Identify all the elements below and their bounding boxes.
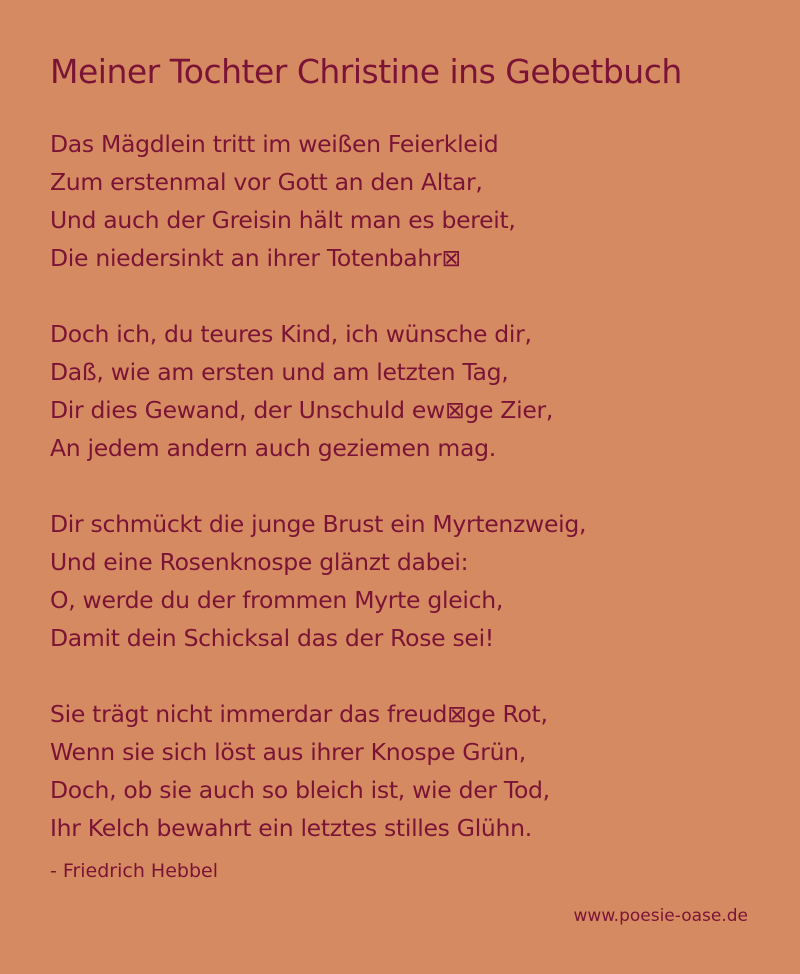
poem-line: Doch, ob sie auch so bleich ist, wie der Tod, (50, 776, 550, 804)
poem-line: Und auch der Greisin hält man es bereit, (50, 206, 516, 234)
poem-line: Doch ich, du teures Kind, ich wünsche dir, (50, 320, 532, 348)
stanza (50, 695, 586, 847)
poem-line: Die niedersinkt an ihrer Totenbahr⊠ (50, 244, 461, 272)
stanza (50, 505, 586, 657)
poem-line: Ihr Kelch bewahrt ein letztes stilles Glühn. (50, 814, 532, 842)
poem-line: Sie trägt nicht immerdar das freud⊠ge Rot, (50, 700, 548, 728)
poem-line: An jedem andern auch geziemen mag. (50, 434, 496, 462)
poem-line: Damit dein Schicksal das der Rose sei! (50, 624, 494, 652)
poem-line: O, werde du der frommen Myrte gleich, (50, 586, 504, 614)
poem-line: Zum erstenmal vor Gott an den Altar, (50, 168, 483, 196)
poem-line: Wenn sie sich löst aus ihrer Knospe Grün, (50, 738, 526, 766)
poem-line: Und eine Rosenknospe glänzt dabei: (50, 548, 469, 576)
stanza (50, 125, 586, 277)
poem-body (50, 125, 586, 885)
poem-line: Dir dies Gewand, der Unschuld ew⊠ge Zier, (50, 396, 554, 424)
poem-line: Dir schmückt die junge Brust ein Myrtenzweig, (50, 510, 587, 538)
poem-line: Daß, wie am ersten und am letzten Tag, (50, 358, 509, 386)
poem-title: Meiner Tochter Christine ins Gebetbuch (50, 52, 682, 91)
poem-author: - Friedrich Hebbel (50, 860, 218, 882)
website-url: www.poesie-oase.de (573, 906, 748, 926)
poem-line: Das Mägdlein tritt im weißen Feierkleid (50, 130, 499, 158)
stanza (50, 315, 586, 467)
